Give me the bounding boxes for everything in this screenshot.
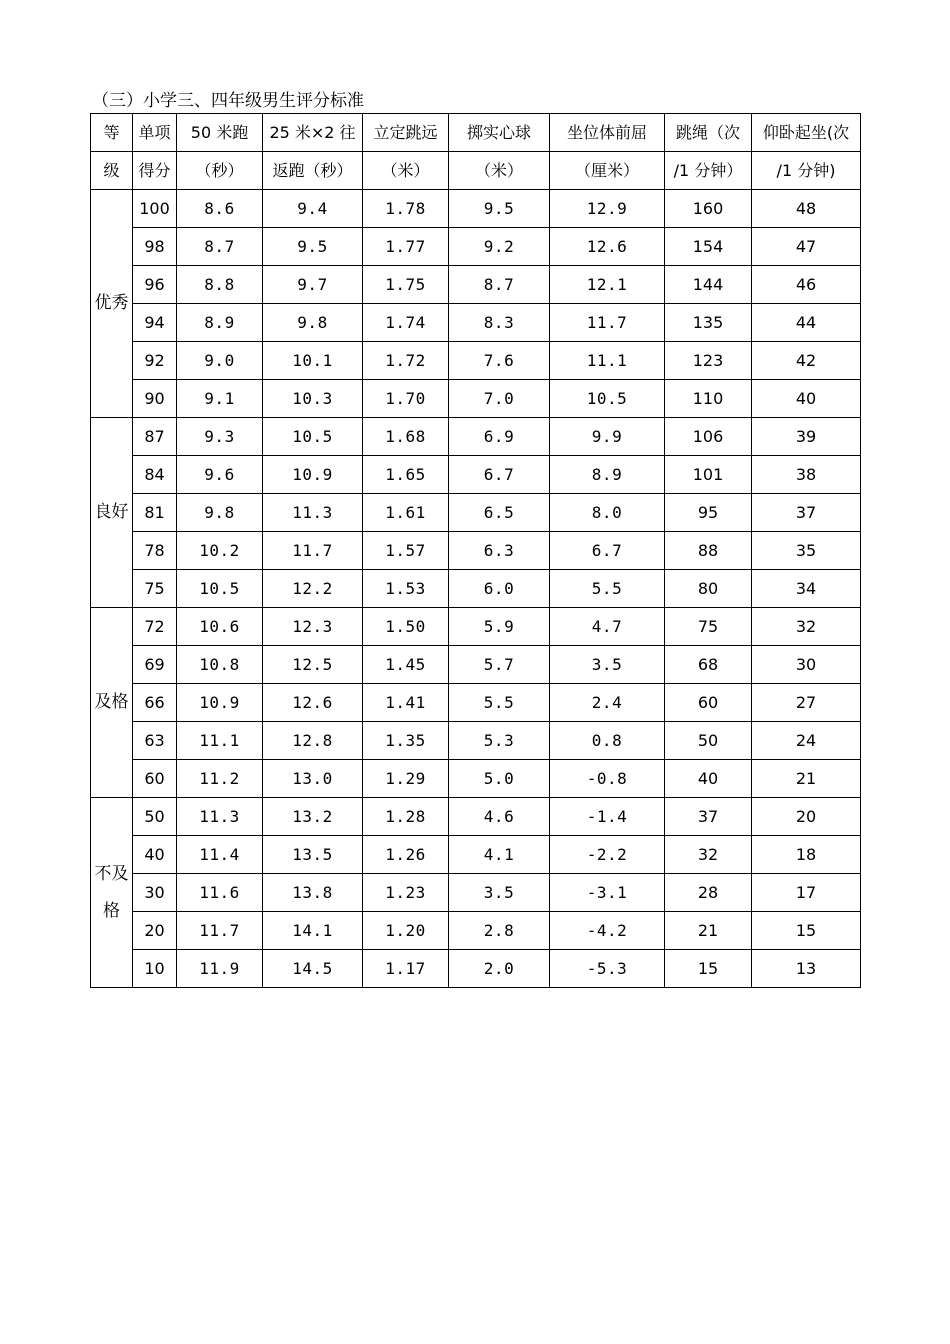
value-cell: 13.5 — [263, 836, 363, 874]
value-cell: 8.8 — [177, 266, 263, 304]
value-cell: 15 — [665, 950, 752, 988]
value-cell: 9.8 — [177, 494, 263, 532]
table-row — [91, 760, 861, 798]
value-cell: 14.1 — [263, 912, 363, 950]
header-cell: 返跑（秒） — [263, 152, 363, 190]
value-cell: 48 — [752, 190, 861, 228]
value-cell: 144 — [665, 266, 752, 304]
header-cell: 坐位体前屈 — [550, 114, 665, 152]
value-cell: -5.3 — [550, 950, 665, 988]
value-cell: 2.8 — [449, 912, 550, 950]
value-cell: 12.1 — [550, 266, 665, 304]
score-cell: 69 — [133, 646, 177, 684]
score-cell: 20 — [133, 912, 177, 950]
header-cell: 跳绳（次 — [665, 114, 752, 152]
value-cell: 9.5 — [449, 190, 550, 228]
value-cell: 101 — [665, 456, 752, 494]
table-row — [91, 646, 861, 684]
score-cell: 81 — [133, 494, 177, 532]
value-cell: 37 — [752, 494, 861, 532]
score-cell: 92 — [133, 342, 177, 380]
value-cell: 5.3 — [449, 722, 550, 760]
value-cell: 2.4 — [550, 684, 665, 722]
table-row — [91, 380, 861, 418]
value-cell: 11.7 — [550, 304, 665, 342]
header-row — [91, 152, 861, 190]
value-cell: 2.0 — [449, 950, 550, 988]
table-row — [91, 950, 861, 988]
score-cell: 63 — [133, 722, 177, 760]
score-cell: 98 — [133, 228, 177, 266]
value-cell: 9.9 — [550, 418, 665, 456]
grade-label: 优秀 — [94, 293, 129, 313]
value-cell: 9.0 — [177, 342, 263, 380]
value-cell: 11.3 — [177, 798, 263, 836]
value-cell: 12.9 — [550, 190, 665, 228]
value-cell: 10.2 — [177, 532, 263, 570]
score-cell: 94 — [133, 304, 177, 342]
value-cell: 9.6 — [177, 456, 263, 494]
value-cell: 21 — [752, 760, 861, 798]
value-cell: 9.4 — [263, 190, 363, 228]
value-cell: 10.9 — [263, 456, 363, 494]
value-cell: 6.7 — [449, 456, 550, 494]
score-cell: 50 — [133, 798, 177, 836]
score-cell: 30 — [133, 874, 177, 912]
value-cell: 1.20 — [363, 912, 449, 950]
value-cell: -2.2 — [550, 836, 665, 874]
value-cell: 11.1 — [177, 722, 263, 760]
value-cell: 12.5 — [263, 646, 363, 684]
value-cell: 1.53 — [363, 570, 449, 608]
value-cell: 12.3 — [263, 608, 363, 646]
value-cell: 1.35 — [363, 722, 449, 760]
value-cell: 11.7 — [263, 532, 363, 570]
table-row — [91, 722, 861, 760]
grade-label: 不及 — [94, 863, 129, 884]
value-cell: 13.8 — [263, 874, 363, 912]
value-cell: 40 — [665, 760, 752, 798]
value-cell: 9.1 — [177, 380, 263, 418]
value-cell: 1.57 — [363, 532, 449, 570]
grade-cell — [91, 190, 133, 418]
value-cell: 8.6 — [177, 190, 263, 228]
header-cell: 仰卧起坐(次 — [752, 114, 861, 152]
value-cell: -0.8 — [550, 760, 665, 798]
value-cell: 9.5 — [263, 228, 363, 266]
value-cell: 46 — [752, 266, 861, 304]
value-cell: 135 — [665, 304, 752, 342]
value-cell: 3.5 — [550, 646, 665, 684]
page-title: （三）小学三、四年级男生评分标准 — [92, 91, 364, 111]
value-cell: 5.9 — [449, 608, 550, 646]
value-cell: 8.0 — [550, 494, 665, 532]
grade-cell — [91, 608, 133, 798]
value-cell: 10.3 — [263, 380, 363, 418]
score-cell: 87 — [133, 418, 177, 456]
table-row — [91, 342, 861, 380]
value-cell: 11.7 — [177, 912, 263, 950]
table-row — [91, 912, 861, 950]
value-cell: 42 — [752, 342, 861, 380]
value-cell: 8.9 — [177, 304, 263, 342]
value-cell: 13.2 — [263, 798, 363, 836]
value-cell: 106 — [665, 418, 752, 456]
value-cell: 13.0 — [263, 760, 363, 798]
value-cell: 13 — [752, 950, 861, 988]
header-row — [91, 114, 861, 152]
score-cell: 72 — [133, 608, 177, 646]
value-cell: 60 — [665, 684, 752, 722]
header-cell: 等 — [91, 114, 133, 152]
value-cell: 18 — [752, 836, 861, 874]
score-cell: 75 — [133, 570, 177, 608]
value-cell: 9.7 — [263, 266, 363, 304]
value-cell: 123 — [665, 342, 752, 380]
value-cell: 40 — [752, 380, 861, 418]
value-cell: -1.4 — [550, 798, 665, 836]
header-cell: 25 米×2 往 — [263, 114, 363, 152]
value-cell: 35 — [752, 532, 861, 570]
table-row — [91, 684, 861, 722]
value-cell: 8.7 — [449, 266, 550, 304]
value-cell: 154 — [665, 228, 752, 266]
value-cell: 6.9 — [449, 418, 550, 456]
score-cell: 40 — [133, 836, 177, 874]
score-cell: 96 — [133, 266, 177, 304]
value-cell: 1.65 — [363, 456, 449, 494]
value-cell: 9.2 — [449, 228, 550, 266]
score-cell: 10 — [133, 950, 177, 988]
value-cell: 5.0 — [449, 760, 550, 798]
table-row — [91, 266, 861, 304]
score-cell: 90 — [133, 380, 177, 418]
value-cell: 21 — [665, 912, 752, 950]
value-cell: 7.6 — [449, 342, 550, 380]
value-cell: 20 — [752, 798, 861, 836]
value-cell: 1.50 — [363, 608, 449, 646]
score-cell: 60 — [133, 760, 177, 798]
value-cell: 10.5 — [550, 380, 665, 418]
value-cell: 10.8 — [177, 646, 263, 684]
value-cell: 28 — [665, 874, 752, 912]
value-cell: 11.6 — [177, 874, 263, 912]
header-cell: 50 米跑 — [177, 114, 263, 152]
table-row — [91, 532, 861, 570]
value-cell: 1.17 — [363, 950, 449, 988]
value-cell: 3.5 — [449, 874, 550, 912]
value-cell: 1.75 — [363, 266, 449, 304]
value-cell: 95 — [665, 494, 752, 532]
value-cell: 10.6 — [177, 608, 263, 646]
value-cell: 1.28 — [363, 798, 449, 836]
table-row — [91, 570, 861, 608]
value-cell: 44 — [752, 304, 861, 342]
value-cell: 32 — [665, 836, 752, 874]
value-cell: 11.2 — [177, 760, 263, 798]
table-row — [91, 874, 861, 912]
value-cell: 10.5 — [263, 418, 363, 456]
value-cell: 80 — [665, 570, 752, 608]
value-cell: 8.3 — [449, 304, 550, 342]
value-cell: 8.7 — [177, 228, 263, 266]
value-cell: 4.6 — [449, 798, 550, 836]
value-cell: 11.1 — [550, 342, 665, 380]
value-cell: 47 — [752, 228, 861, 266]
value-cell: 6.3 — [449, 532, 550, 570]
value-cell: 6.0 — [449, 570, 550, 608]
score-cell: 78 — [133, 532, 177, 570]
header-cell: （厘米） — [550, 152, 665, 190]
table-row — [91, 494, 861, 532]
value-cell: 27 — [752, 684, 861, 722]
grade-cell — [91, 798, 133, 988]
header-cell: /1 分钟) — [752, 152, 861, 190]
score-cell: 84 — [133, 456, 177, 494]
score-cell: 100 — [133, 190, 177, 228]
value-cell: 75 — [665, 608, 752, 646]
value-cell: 6.5 — [449, 494, 550, 532]
value-cell: 4.1 — [449, 836, 550, 874]
value-cell: 1.45 — [363, 646, 449, 684]
value-cell: 12.6 — [550, 228, 665, 266]
value-cell: 11.9 — [177, 950, 263, 988]
value-cell: 4.7 — [550, 608, 665, 646]
grade-cell — [91, 418, 133, 608]
value-cell: 10.1 — [263, 342, 363, 380]
value-cell: 1.61 — [363, 494, 449, 532]
table-row — [91, 190, 861, 228]
value-cell: 5.5 — [550, 570, 665, 608]
value-cell: 1.70 — [363, 380, 449, 418]
value-cell: 1.26 — [363, 836, 449, 874]
value-cell: 1.72 — [363, 342, 449, 380]
value-cell: 88 — [665, 532, 752, 570]
value-cell: 110 — [665, 380, 752, 418]
value-cell: 12.6 — [263, 684, 363, 722]
value-cell: 50 — [665, 722, 752, 760]
header-cell: （秒） — [177, 152, 263, 190]
value-cell: 11.4 — [177, 836, 263, 874]
value-cell: 6.7 — [550, 532, 665, 570]
value-cell: 38 — [752, 456, 861, 494]
grade-label: 及格 — [94, 692, 129, 712]
table-row — [91, 304, 861, 342]
header-cell: /1 分钟） — [665, 152, 752, 190]
value-cell: 68 — [665, 646, 752, 684]
scoring-table — [90, 113, 861, 988]
value-cell: 10.5 — [177, 570, 263, 608]
value-cell: 5.7 — [449, 646, 550, 684]
value-cell: 37 — [665, 798, 752, 836]
value-cell: 12.8 — [263, 722, 363, 760]
header-cell: 得分 — [133, 152, 177, 190]
table-row — [91, 798, 861, 836]
grade-label: 格 — [103, 900, 120, 921]
header-cell: 立定跳远 — [363, 114, 449, 152]
value-cell: -4.2 — [550, 912, 665, 950]
table-row — [91, 228, 861, 266]
header-cell: （米） — [449, 152, 550, 190]
grade-label: 良好 — [94, 502, 129, 522]
value-cell: 24 — [752, 722, 861, 760]
value-cell: 1.23 — [363, 874, 449, 912]
value-cell: 15 — [752, 912, 861, 950]
table-row — [91, 836, 861, 874]
value-cell: 1.74 — [363, 304, 449, 342]
value-cell: 0.8 — [550, 722, 665, 760]
value-cell: 1.68 — [363, 418, 449, 456]
value-cell: 17 — [752, 874, 861, 912]
header-cell: 掷实心球 — [449, 114, 550, 152]
value-cell: 14.5 — [263, 950, 363, 988]
value-cell: 1.78 — [363, 190, 449, 228]
value-cell: 9.8 — [263, 304, 363, 342]
value-cell: 1.29 — [363, 760, 449, 798]
value-cell: 30 — [752, 646, 861, 684]
value-cell: 9.3 — [177, 418, 263, 456]
value-cell: 7.0 — [449, 380, 550, 418]
value-cell: 5.5 — [449, 684, 550, 722]
header-cell: （米） — [363, 152, 449, 190]
value-cell: 1.77 — [363, 228, 449, 266]
table-row — [91, 608, 861, 646]
value-cell: 1.41 — [363, 684, 449, 722]
score-cell: 66 — [133, 684, 177, 722]
value-cell: 8.9 — [550, 456, 665, 494]
value-cell: 34 — [752, 570, 861, 608]
table-row — [91, 418, 861, 456]
header-cell: 单项 — [133, 114, 177, 152]
value-cell: 32 — [752, 608, 861, 646]
header-cell: 级 — [91, 152, 133, 190]
value-cell: 10.9 — [177, 684, 263, 722]
table-row — [91, 456, 861, 494]
value-cell: 12.2 — [263, 570, 363, 608]
value-cell: -3.1 — [550, 874, 665, 912]
value-cell: 160 — [665, 190, 752, 228]
value-cell: 39 — [752, 418, 861, 456]
value-cell: 11.3 — [263, 494, 363, 532]
